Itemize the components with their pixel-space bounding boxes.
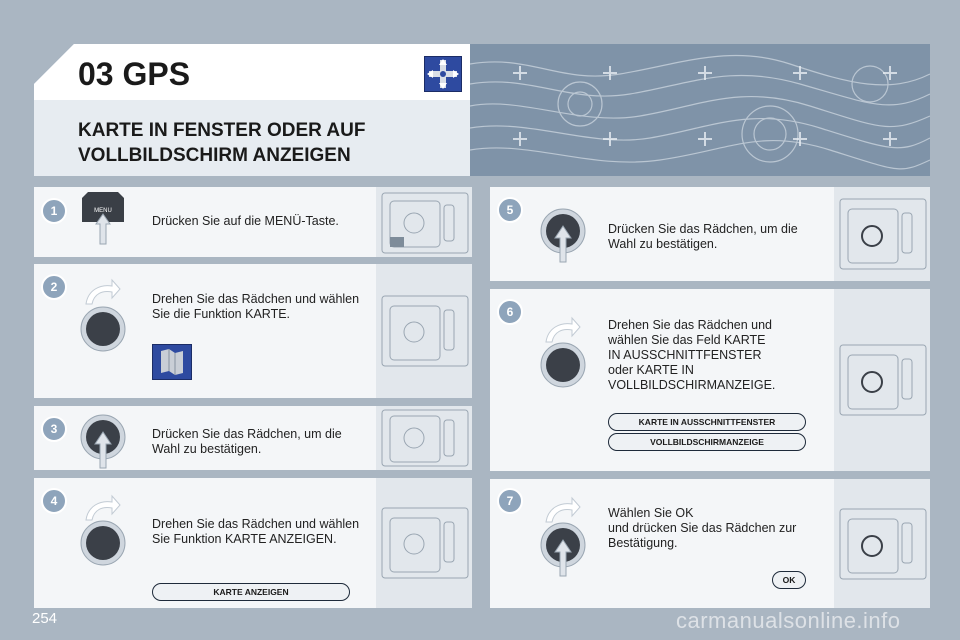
option-vollbildschirmanzeige: VOLLBILDSCHIRMANZEIGE (608, 433, 806, 451)
dial-knob-icon (540, 342, 586, 393)
step-number-3: 3 (41, 416, 67, 442)
step-6-text (608, 318, 818, 393)
section-title-line-2: VOLLBILDSCHIRM ANZEIGEN (78, 145, 351, 166)
menu-key-label: MENU (94, 208, 112, 214)
step-7-line-1: Wählen Sie OK (608, 506, 694, 520)
radio-unit-icon (376, 478, 472, 608)
dial-knob-icon (540, 522, 586, 583)
dial-knob-icon (80, 520, 126, 571)
section-title (78, 118, 438, 168)
page-number: 254 (32, 610, 58, 627)
gps-cross-icon (424, 56, 462, 92)
radio-unit-icon (376, 406, 472, 470)
step-number-6: 6 (497, 299, 523, 325)
step-number-4: 4 (41, 488, 67, 514)
dial-knob-icon (80, 414, 126, 475)
step-1-text: Drücken Sie auf die MENÜ-Taste. (152, 214, 339, 228)
radio-unit-icon (376, 187, 472, 257)
section-title-line-1: KARTE IN FENSTER ODER AUF (78, 120, 366, 141)
step-7-line-3: Bestätigung. (608, 536, 678, 550)
step-6-line-5: VOLLBILDSCHIRMANZEIGE. (608, 378, 776, 392)
step-number-7: 7 (497, 488, 523, 514)
step-3-text: Drücken Sie das Rädchen, um die Wahl zu bestätigen. (152, 427, 342, 456)
radio-unit-icon (376, 264, 472, 398)
step-number-2: 2 (41, 274, 67, 300)
menu-key-icon (82, 192, 124, 224)
dial-knob-icon (80, 306, 126, 357)
step-7-text (608, 506, 818, 551)
step-number-5: 5 (497, 197, 523, 223)
dial-knob-icon (540, 208, 586, 269)
step-6-line-1: Drehen Sie das Rädchen und (608, 318, 773, 332)
step-7-line-2: und drücken Sie das Rädchen zur (608, 521, 797, 535)
step-6-line-3: IN AUSSCHNITTFENSTER (608, 348, 762, 362)
radio-unit-icon (834, 289, 930, 471)
watermark: carmanualsonline.info (676, 608, 901, 633)
step-6-line-4: oder KARTE IN (608, 363, 694, 377)
step-5-text: Drücken Sie das Rädchen, um die Wahl zu bestätigen. (608, 222, 798, 251)
step-6-line-2: wählen Sie das Feld KARTE (608, 333, 766, 347)
radio-unit-icon (834, 187, 930, 281)
option-karte-in-ausschnittfenster: KARTE IN AUSSCHNITTFENSTER (608, 413, 806, 431)
option-karte-anzeigen: KARTE ANZEIGEN (152, 583, 350, 601)
option-ok: OK (772, 571, 806, 589)
step-4-text: Drehen Sie das Rädchen und wählen Sie Funktion KARTE ANZEIGEN. (152, 517, 360, 546)
chapter-title: 03 GPS (78, 56, 191, 92)
radio-unit-icon (834, 479, 930, 608)
map-folded-icon (152, 344, 192, 380)
step-2-text: Drehen Sie das Rädchen und wählen Sie die Funktion KARTE. (152, 292, 360, 321)
step-number-1: 1 (41, 198, 67, 224)
topographic-map-banner (470, 44, 930, 176)
